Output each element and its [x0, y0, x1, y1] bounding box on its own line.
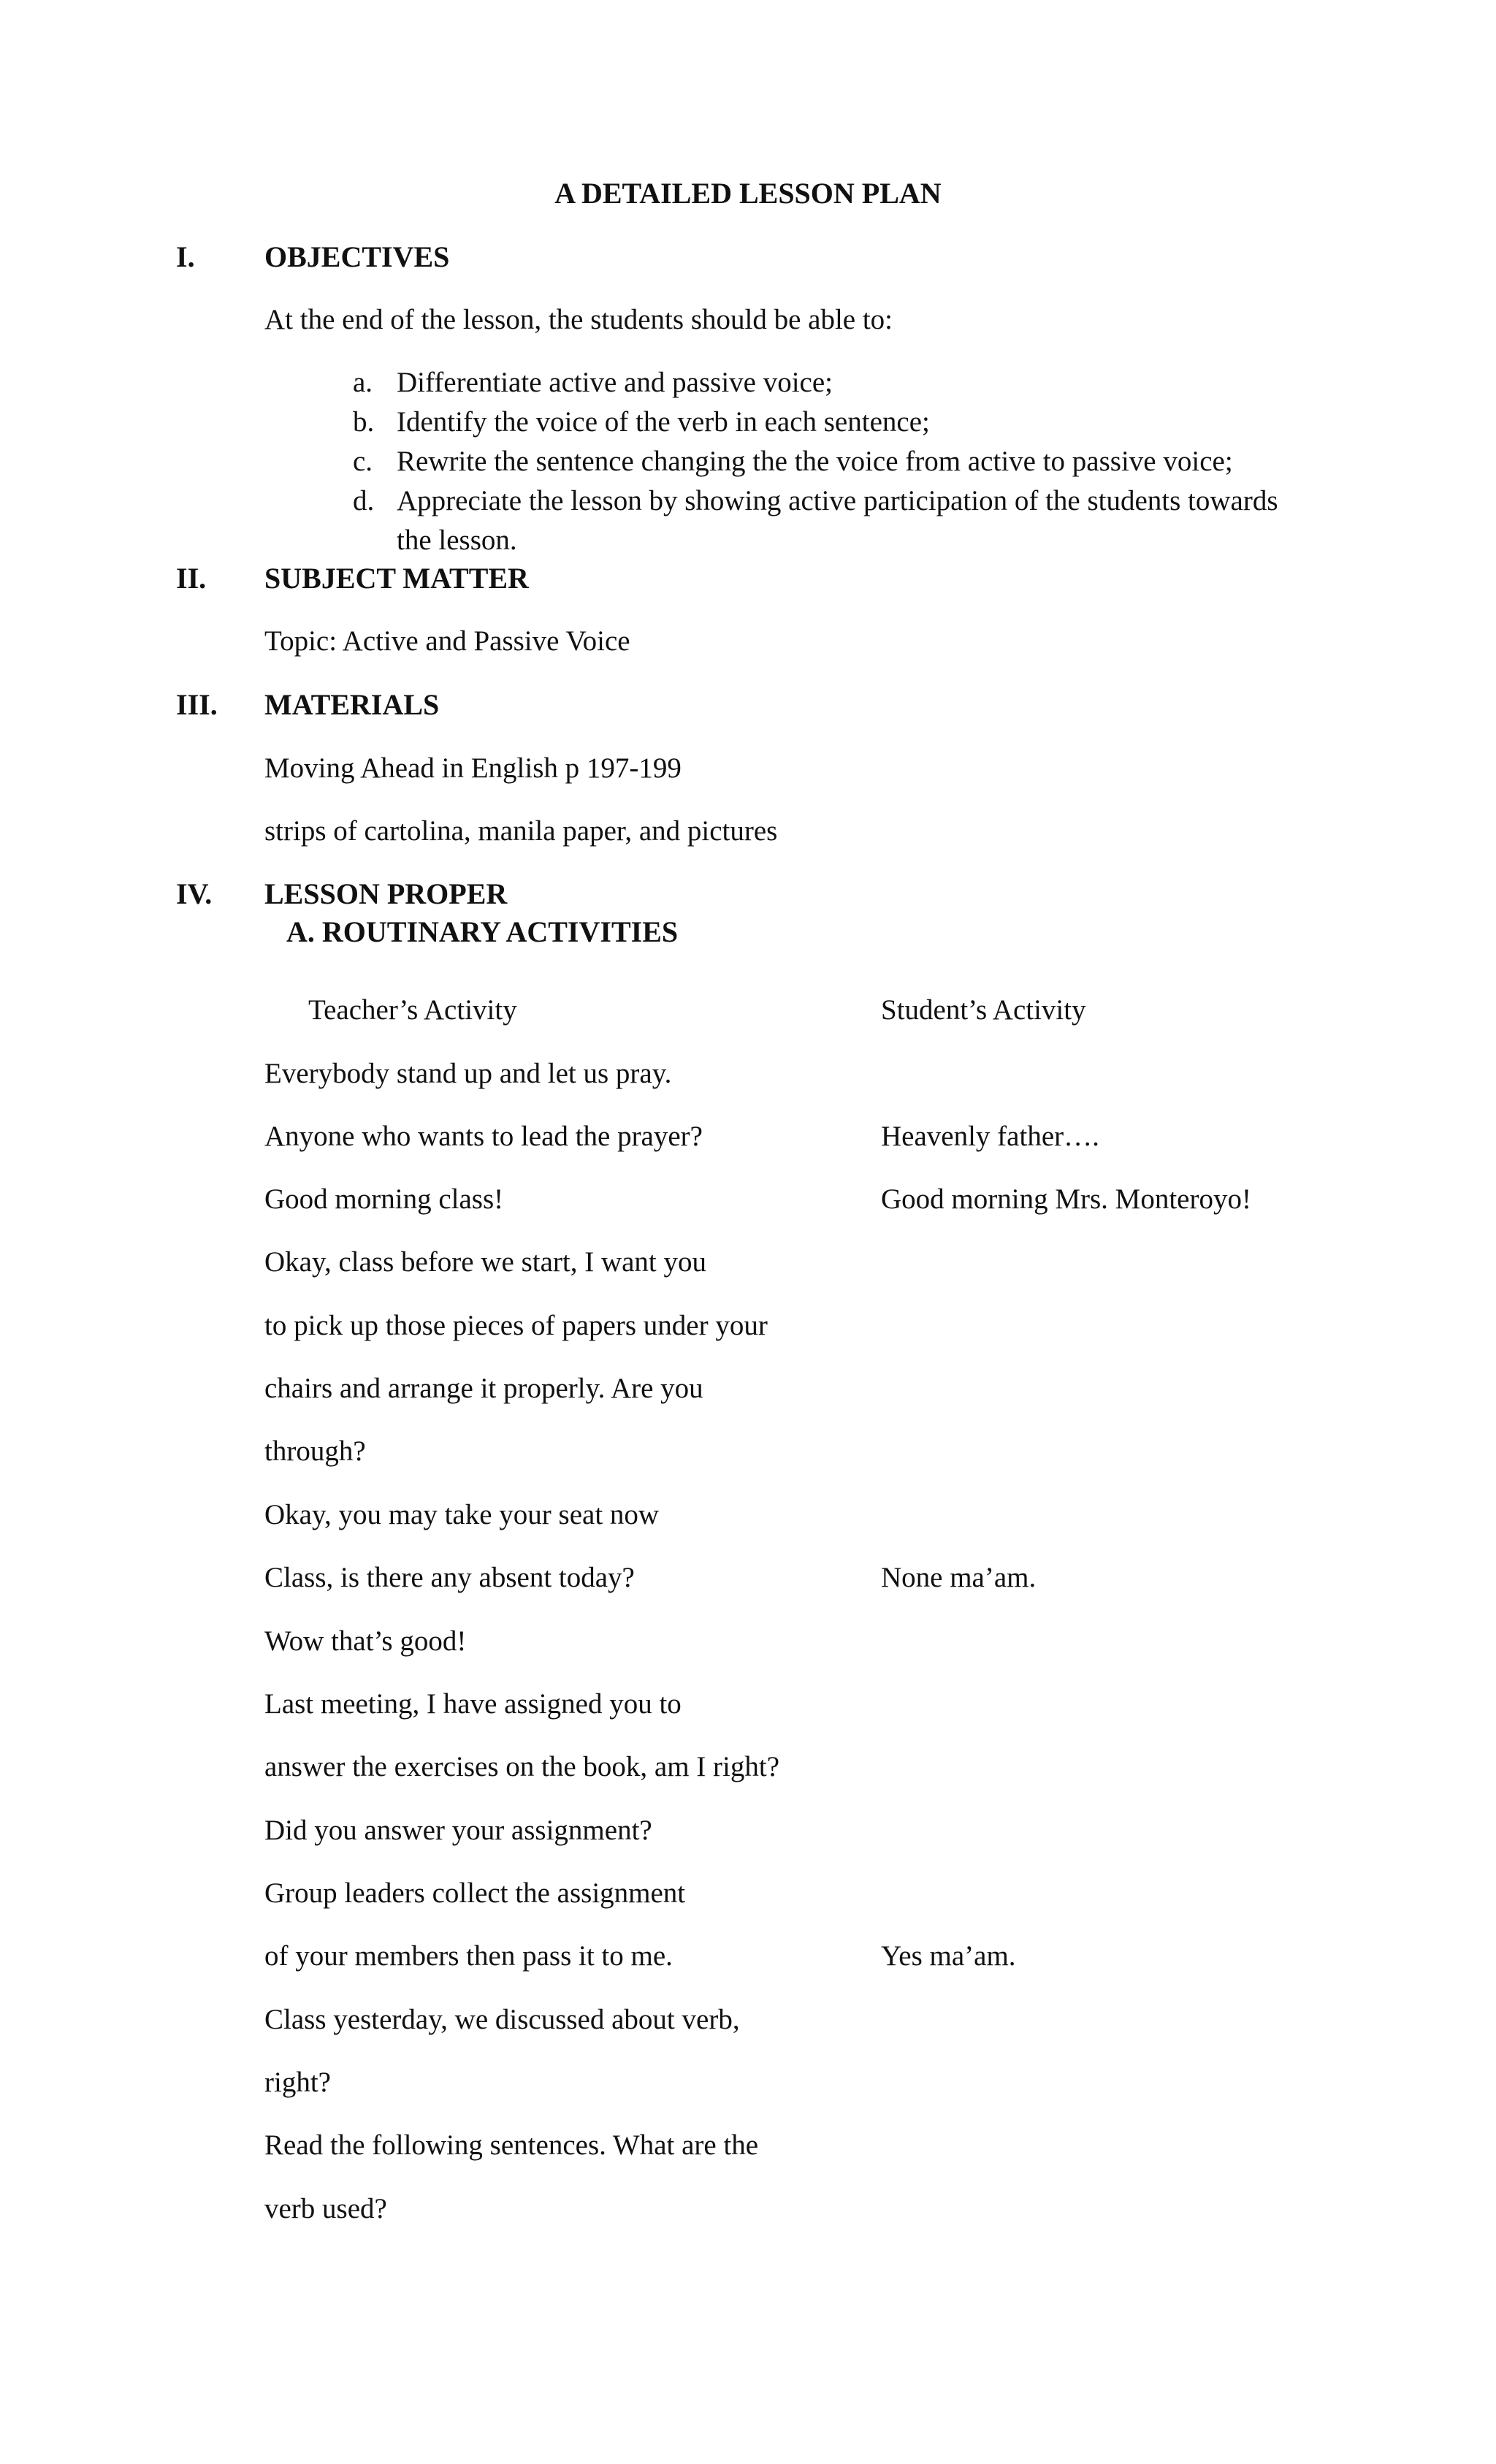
section-number-subject-matter: II. — [176, 562, 207, 595]
section-number-lesson-proper: IV. — [176, 877, 213, 910]
section-number-materials: III. — [176, 688, 218, 721]
student-line: None ma’am. — [881, 1562, 1037, 1593]
student-activity-header: Student’s Activity — [881, 994, 1086, 1026]
teacher-line: right? — [264, 2067, 331, 2098]
objective-marker: a. — [353, 367, 373, 398]
objective-text: Differentiate active and passive voice; — [397, 367, 833, 398]
teacher-line: Okay, class before we start, I want you — [264, 1246, 707, 1278]
teacher-line: chairs and arrange it properly. Are you — [264, 1373, 703, 1404]
document-title: A DETAILED LESSON PLAN — [554, 177, 942, 210]
teacher-line: through? — [264, 1435, 366, 1467]
teacher-line: Class yesterday, we discussed about verb, — [264, 2004, 740, 2035]
objective-text-continued: the lesson. — [397, 525, 517, 556]
section-title-objectives: OBJECTIVES — [264, 240, 450, 273]
objective-text: Rewrite the sentence changing the the voice from active to passive voice; — [397, 446, 1233, 477]
student-line: Good morning Mrs. Monteroyo! — [881, 1183, 1251, 1215]
teacher-line: Did you answer your assignment? — [264, 1815, 652, 1846]
student-line: Yes ma’am. — [881, 1940, 1016, 1972]
material-item: strips of cartolina, manila paper, and pictures — [264, 815, 778, 847]
teacher-line: Okay, you may take your seat now — [264, 1499, 660, 1530]
teacher-line: of your members then pass it to me. — [264, 1940, 673, 1972]
teacher-line: Everybody stand up and let us pray. — [264, 1058, 672, 1089]
objective-marker: c. — [353, 446, 373, 477]
teacher-activity-header: Teacher’s Activity — [308, 994, 517, 1026]
teacher-line: Read the following sentences. What are the — [264, 2129, 759, 2161]
teacher-line: Anyone who wants to lead the prayer? — [264, 1121, 703, 1152]
teacher-line: Group leaders collect the assignment — [264, 1877, 686, 1909]
objectives-intro: At the end of the lesson, the students should be able to: — [264, 304, 893, 335]
student-line: Heavenly father…. — [881, 1121, 1099, 1152]
teacher-line: Class, is there any absent today? — [264, 1562, 635, 1593]
section-title-materials: MATERIALS — [264, 688, 440, 721]
teacher-line: verb used? — [264, 2193, 387, 2224]
teacher-line: Wow that’s good! — [264, 1625, 467, 1657]
material-item: Moving Ahead in English p 197-199 — [264, 752, 682, 784]
teacher-line: to pick up those pieces of papers under your — [264, 1310, 768, 1341]
objective-marker: d. — [353, 485, 375, 516]
objective-marker: b. — [353, 406, 375, 438]
section-title-lesson-proper: LESSON PROPER — [264, 877, 508, 910]
teacher-line: answer the exercises on the book, am I right? — [264, 1751, 780, 1782]
section-number-objectives: I. — [176, 240, 195, 273]
section-title-subject-matter: SUBJECT MATTER — [264, 562, 529, 595]
objective-text: Appreciate the lesson by showing active participation of the students towards — [397, 485, 1278, 516]
subsection-title-routinary-activities: A. ROUTINARY ACTIVITIES — [286, 915, 679, 948]
teacher-line: Good morning class! — [264, 1183, 504, 1215]
objective-text: Identify the voice of the verb in each sentence; — [397, 406, 930, 438]
teacher-line: Last meeting, I have assigned you to — [264, 1688, 682, 1720]
subject-topic: Topic: Active and Passive Voice — [264, 625, 630, 657]
